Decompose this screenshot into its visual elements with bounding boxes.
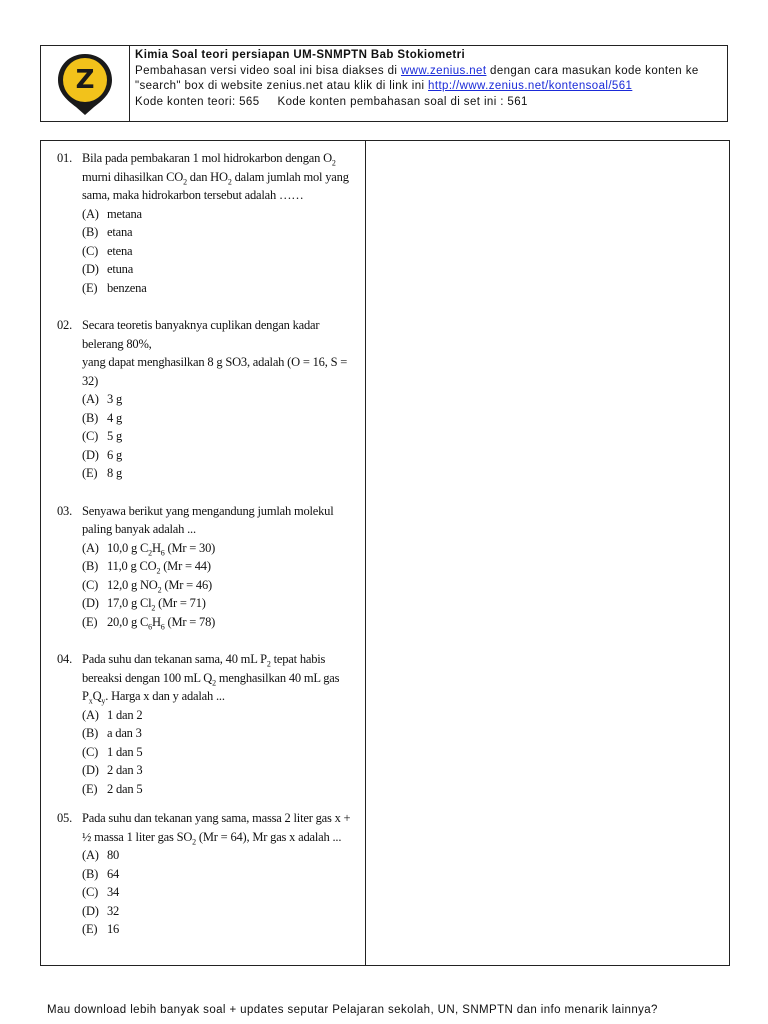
option-a: (A) 10,0 g $C_2H_6$ (Mr = 30) (82, 540, 216, 557)
header-line-4: Kode konten teori: 565 Kode konten pembahasan soal di set ini : 561 (135, 95, 528, 108)
question-02 (57, 316, 365, 483)
question-text: Senyawa berikut yang mengandung jumlah molekul paling banyak adalah ... (82, 503, 334, 536)
header-line-3-text: "search" box di website zenius.net atau klik di link ini (135, 80, 429, 92)
option-c: (C) 1 dan 5 (82, 744, 143, 759)
header-line-3 (135, 79, 699, 95)
question-text: Secara teoretis banyaknya cuplikan dengan kadar belerang 80%, yang dapat menghasilkan 8 g SO3, adalah (O = 16, S = 32) (82, 318, 348, 388)
question-01 (57, 149, 365, 297)
option-d: (D) 17,0 g $Cl_2$ (Mr = 71) (82, 596, 206, 613)
options-list (57, 706, 365, 799)
option-e: (E) 8 g (82, 466, 123, 480)
logo-cell (41, 46, 130, 121)
logo-letter: Z (75, 64, 95, 95)
option-d: (D) 32 (82, 903, 120, 918)
question-text: Pada suhu dan tekanan sama, 40 mL $P_2$ tepat habis bereaksi dengan 100 mL $Q_2$ menghasilkan 40 mL gas $P_xQ_y$. Harga x dan y adalah ... (82, 652, 340, 706)
header-line-2 (135, 64, 699, 80)
option-d: (D) 6 g (82, 447, 123, 462)
question-03 (57, 502, 365, 632)
questions-column (41, 141, 366, 965)
option-b: (B) 64 (82, 866, 120, 881)
question-number: 05. (57, 811, 73, 825)
question-number: 01. (57, 151, 73, 165)
header-box (40, 45, 728, 122)
option-c: (C) 12,0 g $NO_2$ (Mr = 46) (82, 577, 212, 594)
option-b: (B) 11,0 g $CO_2$ (Mr = 44) (82, 559, 211, 576)
option-c: (C) 5 g (82, 429, 123, 443)
question-05 (57, 809, 365, 939)
options-list (57, 390, 365, 483)
questions-box (40, 140, 730, 966)
header-text (130, 46, 699, 121)
option-b: (B) 4 g (82, 410, 123, 425)
option-b: (B) a dan 3 (82, 726, 142, 740)
blank-column (366, 141, 729, 965)
option-d: (D) 2 dan 3 (82, 763, 143, 777)
option-a: (A) 80 (82, 848, 120, 862)
header-line-2-tail: dengan cara masukan kode konten ke (486, 64, 699, 77)
option-e: (E) 16 (82, 922, 120, 936)
options-list (57, 539, 365, 632)
option-a: (A) 3 g (82, 392, 123, 406)
option-c: (C) etena (82, 243, 133, 258)
options-list (57, 205, 365, 298)
header-line-2-text: Pembahasan versi video soal ini bisa diakses di (135, 64, 401, 77)
question-number: 04. (57, 652, 73, 666)
question-04 (57, 650, 365, 798)
zenius-link[interactable]: www.zenius.net (400, 64, 487, 77)
option-a: (A) 1 dan 2 (82, 707, 143, 722)
question-text: Bila pada pembakaran 1 mol hidrokarbon dengan $O_2$ murni dihasilkan $CO_2$ dan $HO_2$ dalam jumlah mol yang sama, maka hidrokarbon tersebut adalah …… (82, 151, 349, 202)
footer-text: Mau download lebih banyak soal + updates seputar Pelajaran sekolah, UN, SNMPTN dan info menarik lainnya? (47, 1004, 658, 1016)
question-number: 03. (57, 503, 73, 518)
option-e: (E) 20,0 g $C_6H_6$ (Mr = 78) (82, 614, 216, 631)
option-b: (B) etana (82, 225, 133, 239)
question-text: Pada suhu dan tekanan yang sama, massa 2 liter gas x + ½ massa 1 liter gas $SO_2$ (Mr = 64), Mr gas x adalah ... (82, 811, 351, 846)
option-a: (A) metana (82, 206, 142, 221)
document-title: Kimia Soal teori persiapan UM-SNMPTN Bab Stokiometri (135, 49, 466, 61)
option-c: (C) 34 (82, 885, 120, 899)
question-number: 02. (57, 318, 73, 332)
option-e: (E) benzena (82, 280, 147, 295)
options-list (57, 846, 365, 939)
zenius-logo-icon (54, 51, 116, 117)
option-e: (E) 2 dan 5 (82, 781, 143, 796)
option-d: (D) etuna (82, 262, 134, 276)
kontensoal-link[interactable]: http://www.zenius.net/kontensoal/561 (428, 80, 633, 92)
